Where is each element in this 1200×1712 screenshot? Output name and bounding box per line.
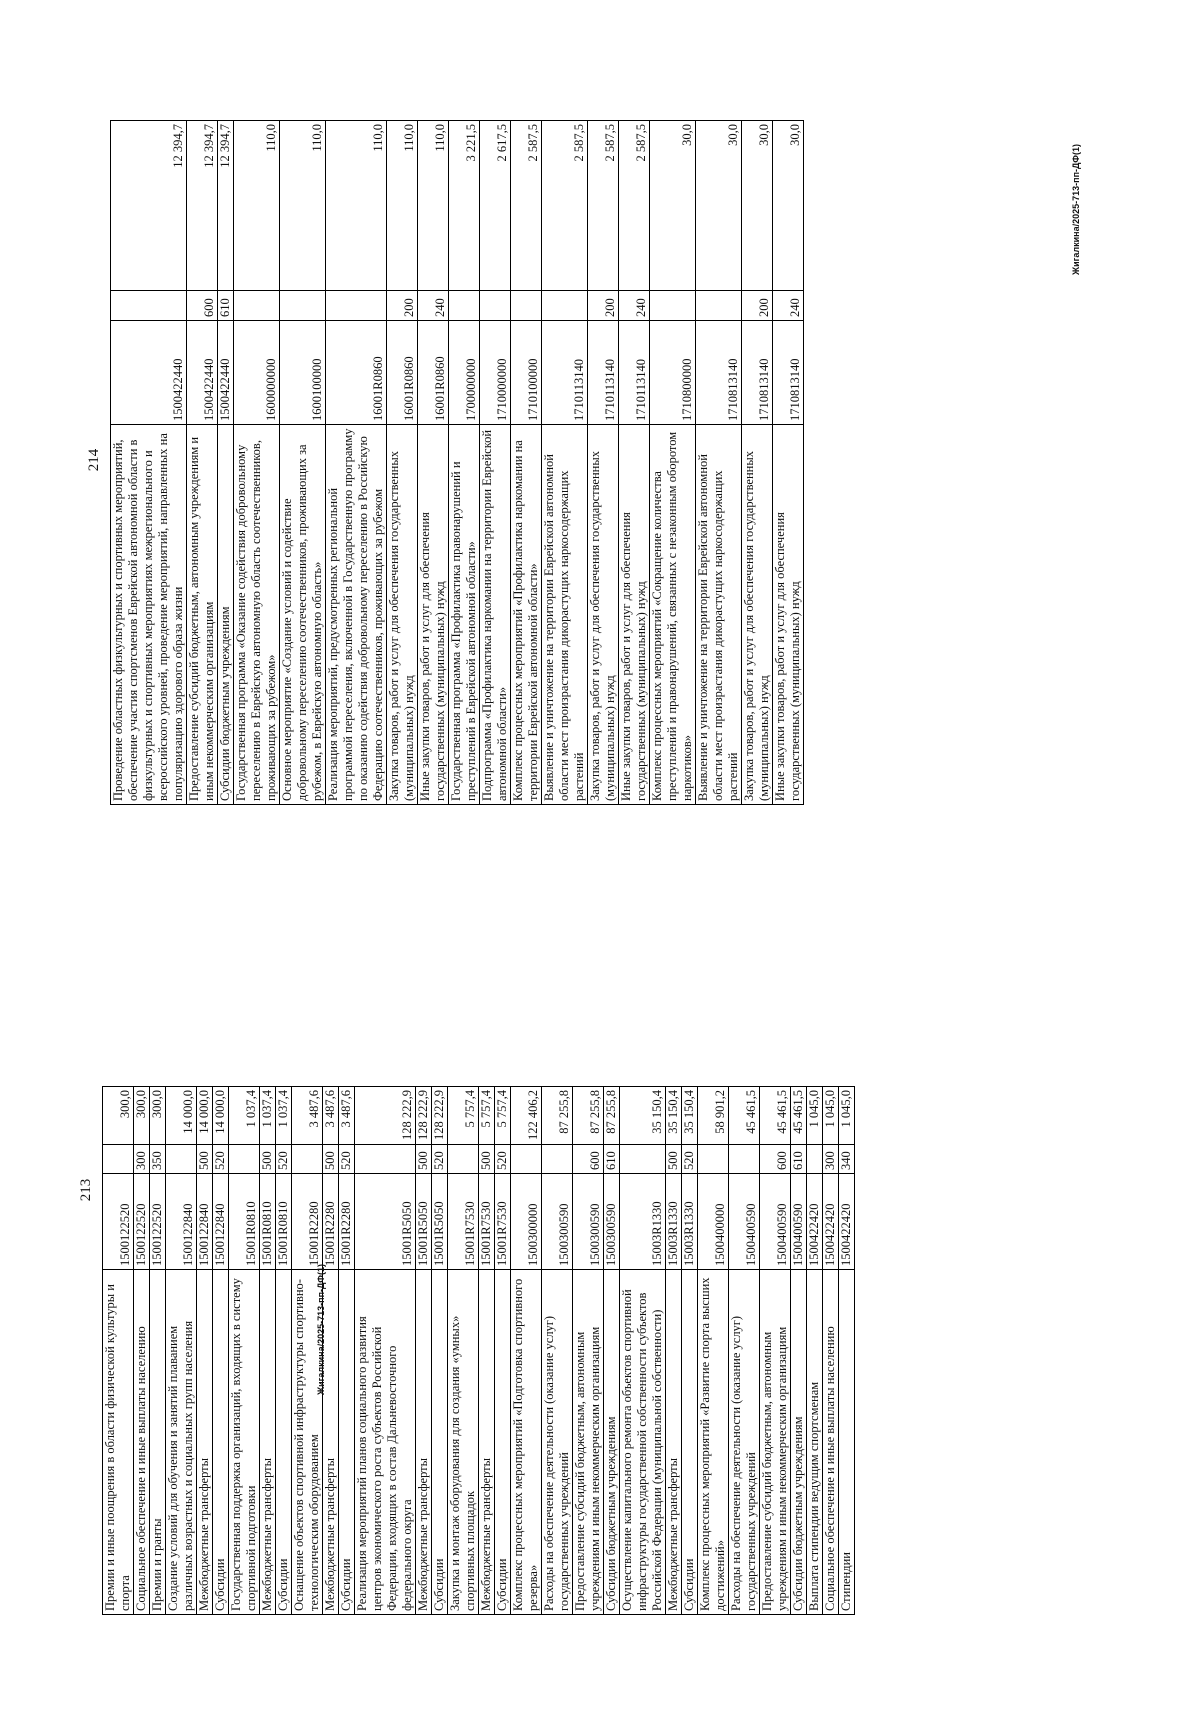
row-expense-type: 520 [682,1145,698,1174]
row-amount: 110,0 [234,121,280,291]
table-row [432,1087,448,1615]
row-target-code: 1500400590 [791,1174,807,1270]
table-row [729,1087,760,1615]
row-amount: 12 394,7 [111,121,187,291]
row-amount: 87 255,8 [542,1087,573,1145]
row-description: Стипендии [839,1270,855,1615]
row-target-code: 1500122840 [166,1174,197,1270]
row-amount: 128 222,9 [416,1087,432,1145]
row-expense-type [542,291,588,321]
table-row [103,1087,134,1615]
row-expense-type: 520 [276,1145,292,1174]
row-expense-type: 300 [823,1145,839,1174]
row-amount: 3 221,5 [449,121,480,291]
table-row [682,1087,698,1615]
row-target-code: 1710000000 [480,321,511,425]
table-row [387,121,418,805]
row-expense-type: 200 [742,291,773,321]
row-target-code: 15003R1330 [682,1174,698,1270]
row-expense-type [111,291,187,321]
table-row [229,1087,260,1615]
row-expense-type [542,1145,573,1174]
table-row [823,1087,839,1615]
row-amount: 45 461,5 [729,1087,760,1145]
row-amount: 45 461,5 [760,1087,791,1145]
table-row [666,1087,682,1615]
row-target-code: 1500122520 [103,1174,134,1270]
table-row [542,121,588,805]
row-amount: 5 757,4 [479,1087,495,1145]
row-amount: 110,0 [418,121,449,291]
row-description: Комплекс процессных мероприятий «Развитие спорта высших достижений» [698,1270,729,1615]
row-amount: 128 222,9 [432,1087,448,1145]
row-description: Осуществление капитального ремонта объектов спортивной инфраструктуры государственной собственности субъектов Российской Федерации (муниципальной собственности) [620,1270,666,1615]
table-row [542,1087,573,1615]
row-target-code: 1500422440 [111,321,187,425]
row-description: Иные закупки товаров, работ и услуг для обеспечения государственных (муниципальных) нужд [418,425,449,805]
row-amount: 58 901,2 [698,1087,729,1145]
row-expense-type: 500 [666,1145,682,1174]
row-description: Закупка товаров, работ и услуг для обеспечения государственных (муниципальных) нужд [387,425,418,805]
row-description: Оснащение объектов спортивной инфраструктуры спортивно-технологическим оборудованием [292,1270,323,1615]
page-214 [86,115,1096,805]
row-description: Выплата стипендии ведущим спортсменам [807,1270,823,1615]
row-expense-type [511,291,542,321]
table-row [218,121,234,805]
row-amount: 2 587,5 [619,121,650,291]
row-target-code: 1500400590 [729,1174,760,1270]
budget-table-213 [102,1086,855,1615]
row-target-code: 15001R0810 [260,1174,276,1270]
table-row [355,1087,416,1615]
table-row [111,121,187,805]
row-description: Закупка товаров, работ и услуг для обеспечения государственных (муниципальных) нужд [588,425,619,805]
table-row [511,1087,542,1615]
row-target-code: 1710113140 [588,321,619,425]
row-target-code: 15001R7530 [479,1174,495,1270]
row-description: Межбюджетные трансферты [479,1270,495,1615]
row-description: Субсидии бюджетным учреждениям [604,1270,620,1615]
table-row [604,1087,620,1615]
row-expense-type: 520 [213,1145,229,1174]
row-target-code: 1710800000 [650,321,696,425]
row-target-code: 16001R0860 [326,321,387,425]
row-description: Межбюджетные трансферты [666,1270,682,1615]
row-target-code: 15003R1330 [620,1174,666,1270]
row-expense-type: 610 [218,291,234,321]
row-expense-type: 500 [479,1145,495,1174]
row-target-code: 1500400000 [698,1174,729,1270]
row-target-code: 1600100000 [280,321,326,425]
row-target-code: 15001R2280 [323,1174,339,1270]
row-amount: 12 394,7 [218,121,234,291]
row-expense-type [511,1145,542,1174]
row-expense-type: 240 [619,291,650,321]
row-target-code: 1500122520 [150,1174,166,1270]
row-target-code: 1500122840 [197,1174,213,1270]
table-row [791,1087,807,1615]
table-row [588,121,619,805]
row-expense-type: 200 [387,291,418,321]
row-description: Государственная поддержка организаций, входящих в систему спортивной подготовки [229,1270,260,1615]
row-description: Выявление и уничтожение на территории Еврейской автономной области мест произрастания дикорастущих наркосодержащих растений [542,425,588,805]
row-description: Комплекс процессных мероприятий «Подготовка спортивного резерва» [511,1270,542,1615]
row-expense-type [326,291,387,321]
row-description: Иные закупки товаров, работ и услуг для обеспечения государственных (муниципальных) нужд [773,425,804,805]
row-expense-type [729,1145,760,1174]
budget-table-214 [110,120,804,805]
row-expense-type: 500 [416,1145,432,1174]
row-expense-type: 200 [588,291,619,321]
row-target-code: 15003R1330 [666,1174,682,1270]
row-description: Закупка товаров, работ и услуг для обеспечения государственных (муниципальных) нужд [742,425,773,805]
row-expense-type: 600 [187,291,218,321]
row-amount: 1 037,4 [276,1087,292,1145]
row-amount: 87 255,8 [604,1087,620,1145]
row-target-code: 15001R7530 [448,1174,479,1270]
row-expense-type [620,1145,666,1174]
row-description: Премии и гранты [150,1270,166,1615]
row-target-code: 15001R5050 [355,1174,416,1270]
row-description: Иные закупки товаров, работ и услуг для обеспечения государственных (муниципальных) нужд [619,425,650,805]
row-description: Межбюджетные трансферты [197,1270,213,1615]
row-amount: 87 255,8 [573,1087,604,1145]
row-amount: 110,0 [387,121,418,291]
table-row [418,121,449,805]
row-target-code: 1710813140 [696,321,742,425]
row-expense-type: 520 [339,1145,355,1174]
row-amount: 2 617,5 [480,121,511,291]
footer-code: Жигалкина/2025-713-пп-ДФ(1) [1071,144,1081,275]
row-expense-type: 520 [432,1145,448,1174]
row-description: Государственная программа «Профилактика правонарушений и преступлений в Еврейской автономной области» [449,425,480,805]
row-amount: 12 394,7 [187,121,218,291]
row-description: Субсидии [213,1270,229,1615]
row-target-code: 15001R2280 [292,1174,323,1270]
row-expense-type [448,1145,479,1174]
table-row [650,121,696,805]
row-target-code: 1710813140 [742,321,773,425]
table-row [480,121,511,805]
row-expense-type [229,1145,260,1174]
row-target-code: 1500422420 [807,1174,823,1270]
table-row [495,1087,511,1615]
table-row [187,121,218,805]
table-row [698,1087,729,1615]
row-description: Социальное обеспечение и иные выплаты населению [134,1270,150,1615]
row-description: Межбюджетные трансферты [323,1270,339,1615]
row-expense-type: 340 [839,1145,855,1174]
row-expense-type: 240 [773,291,804,321]
row-target-code: 1500300590 [604,1174,620,1270]
row-amount: 1 045,0 [839,1087,855,1145]
row-amount: 14 000,0 [213,1087,229,1145]
table-row [326,121,387,805]
table-row [280,121,326,805]
row-description: Субсидии [432,1270,448,1615]
row-expense-type [807,1145,823,1174]
row-target-code: 1500122840 [213,1174,229,1270]
table-row [260,1087,276,1615]
row-amount: 3 487,6 [339,1087,355,1145]
table-row [760,1087,791,1615]
row-description: Предоставление субсидий бюджетным, автономным учреждениям и иным некоммерческим организациям [187,425,218,805]
row-expense-type: 500 [197,1145,213,1174]
table-row [807,1087,823,1615]
row-description: Основное мероприятие «Создание условий и содействие добровольному переселению соотечественников, проживающих за рубежом, в Еврейскую автономную область» [280,425,326,805]
row-target-code: 1600000000 [234,321,280,425]
row-expense-type [234,291,280,321]
row-expense-type: 610 [604,1145,620,1174]
footer-code: Жигалкина/2025-713-пп-ДФ(1) [316,1264,326,1395]
table-row [166,1087,197,1615]
row-target-code: 15001R5050 [432,1174,448,1270]
row-target-code: 1500300000 [511,1174,542,1270]
row-expense-type: 350 [150,1145,166,1174]
row-expense-type: 610 [791,1145,807,1174]
row-target-code: 1500422420 [839,1174,855,1270]
row-description: Комплекс процессных мероприятий «Сокращение количества преступлений и правонарушений, связанных с незаконным оборотом наркотиков» [650,425,696,805]
row-amount: 122 406,2 [511,1087,542,1145]
row-amount: 35 150,4 [620,1087,666,1145]
row-expense-type [698,1145,729,1174]
row-expense-type: 500 [260,1145,276,1174]
row-amount: 30,0 [773,121,804,291]
row-description: Субсидии [276,1270,292,1615]
row-target-code: 1500422440 [218,321,234,425]
row-target-code: 1500400590 [760,1174,791,1270]
row-target-code: 1500122520 [134,1174,150,1270]
row-amount: 14 000,0 [197,1087,213,1145]
page-number: 213 [78,1178,94,1202]
row-expense-type [355,1145,416,1174]
row-expense-type [166,1145,197,1174]
row-description: Премии и иные поощрения в области физической культуры и спорта [103,1270,134,1615]
table-row [150,1087,166,1615]
row-target-code: 16001R0860 [387,321,418,425]
row-amount: 2 587,5 [511,121,542,291]
row-expense-type: 500 [323,1145,339,1174]
row-amount: 30,0 [696,121,742,291]
row-description: Реализация мероприятий, предусмотренных региональной программой переселения, включенной в Государственную программу по оказанию содействия добровольному переселению в Российскую Федерацию соотечественников, проживающих за рубежом [326,425,387,805]
row-target-code: 1710813140 [773,321,804,425]
row-target-code: 16001R0860 [418,321,449,425]
row-expense-type [292,1145,323,1174]
row-description: Комплекс процессных мероприятий «Профилактика наркомании на территории Еврейской автономной области» [511,425,542,805]
row-amount: 35 150,4 [682,1087,698,1145]
row-expense-type [280,291,326,321]
row-target-code: 15001R7530 [495,1174,511,1270]
row-description: Межбюджетные трансферты [416,1270,432,1615]
table-row [839,1087,855,1615]
table-row [276,1087,292,1615]
row-amount: 45 461,5 [791,1087,807,1145]
row-amount: 1 045,0 [823,1087,839,1145]
row-amount: 300,0 [150,1087,166,1145]
table-row [197,1087,213,1615]
page-number: 214 [86,448,102,472]
row-description: Предоставление субсидий бюджетным, автономным учреждениям и иным некоммерческим организациям [573,1270,604,1615]
row-target-code: 15001R0810 [229,1174,260,1270]
row-description: Создание условий для обучения и занятий плаванием различных возрастных и социальных групп населения [166,1270,197,1615]
row-amount: 1 045,0 [807,1087,823,1145]
row-target-code: 1700000000 [449,321,480,425]
table-row [511,121,542,805]
table-row [339,1087,355,1615]
row-amount: 1 037,4 [229,1087,260,1145]
row-description: Расходы на обеспечение деятельности (оказание услуг) государственных учреждений [729,1270,760,1615]
row-expense-type [696,291,742,321]
row-expense-type [480,291,511,321]
table-row [773,121,804,805]
row-target-code: 1710100000 [511,321,542,425]
row-target-code: 15001R2280 [339,1174,355,1270]
row-amount: 2 587,5 [588,121,619,291]
row-amount: 30,0 [742,121,773,291]
row-expense-type: 600 [573,1145,604,1174]
row-expense-type: 300 [134,1145,150,1174]
table-row [620,1087,666,1615]
table-row [416,1087,432,1615]
row-amount: 30,0 [650,121,696,291]
row-target-code: 1500300590 [542,1174,573,1270]
row-amount: 300,0 [103,1087,134,1145]
table-row [213,1087,229,1615]
row-description: Субсидии [495,1270,511,1615]
row-description: Выявление и уничтожение на территории Еврейской автономной области мест произрастания дикорастущих наркосодержащих растений [696,425,742,805]
row-amount: 110,0 [326,121,387,291]
row-description: Проведение областных физкультурных и спортивных мероприятий, обеспечение участия спортсменов Еврейской автономной области в физкультурных и спортивных мероприятиях межрегионального и всероссийского уровней, проведение мероприятий, направленных на популяризацию здорового образа жизни [111,425,187,805]
row-amount: 5 757,4 [448,1087,479,1145]
row-description: Государственная программа «Оказание содействия добровольному переселению в Еврейскую автономную область соотечественников, проживающих за рубежом» [234,425,280,805]
row-target-code: 1500422420 [823,1174,839,1270]
row-amount: 35 150,4 [666,1087,682,1145]
row-target-code: 15001R0810 [276,1174,292,1270]
page-213 [78,765,853,1615]
row-expense-type [449,291,480,321]
row-target-code: 15001R5050 [416,1174,432,1270]
row-amount: 300,0 [134,1087,150,1145]
row-expense-type: 600 [760,1145,791,1174]
row-description: Субсидии бюджетным учреждениям [218,425,234,805]
row-description: Реализация мероприятий планов социального развития центров экономического роста субъектов Российской Федерации, входящих в состав Дальневосточного федерального округа [355,1270,416,1615]
row-amount: 14 000,0 [166,1087,197,1145]
row-expense-type [650,291,696,321]
table-row [448,1087,479,1615]
row-amount: 3 487,6 [292,1087,323,1145]
table-row [619,121,650,805]
row-target-code: 1710113140 [542,321,588,425]
row-description: Закупка и монтаж оборудования для создания «умных» спортивных площадок [448,1270,479,1615]
row-expense-type: 240 [418,291,449,321]
row-description: Субсидии бюджетным учреждениям [791,1270,807,1615]
row-description: Социальное обеспечение и иные выплаты населению [823,1270,839,1615]
table-row [479,1087,495,1615]
row-expense-type [103,1145,134,1174]
row-amount: 1 037,4 [260,1087,276,1145]
row-target-code: 1710113140 [619,321,650,425]
table-row [234,121,280,805]
row-description: Подпрограмма «Профилактика наркомании на территории Еврейской автономной области» [480,425,511,805]
row-amount: 5 757,4 [495,1087,511,1145]
row-description: Субсидии [682,1270,698,1615]
row-target-code: 1500300590 [573,1174,604,1270]
row-description: Предоставление субсидий бюджетным, автономным учреждениям и иным некоммерческим организациям [760,1270,791,1615]
table-row [134,1087,150,1615]
row-amount: 128 222,9 [355,1087,416,1145]
row-expense-type: 520 [495,1145,511,1174]
table-row [742,121,773,805]
table-row [449,121,480,805]
row-description: Расходы на обеспечение деятельности (оказание услуг) государственных учреждений [542,1270,573,1615]
row-amount: 110,0 [280,121,326,291]
table-row [696,121,742,805]
row-description: Межбюджетные трансферты [260,1270,276,1615]
row-target-code: 1500422440 [187,321,218,425]
row-amount: 2 587,5 [542,121,588,291]
row-description: Субсидии [339,1270,355,1615]
table-row [573,1087,604,1615]
row-amount: 3 487,6 [323,1087,339,1145]
